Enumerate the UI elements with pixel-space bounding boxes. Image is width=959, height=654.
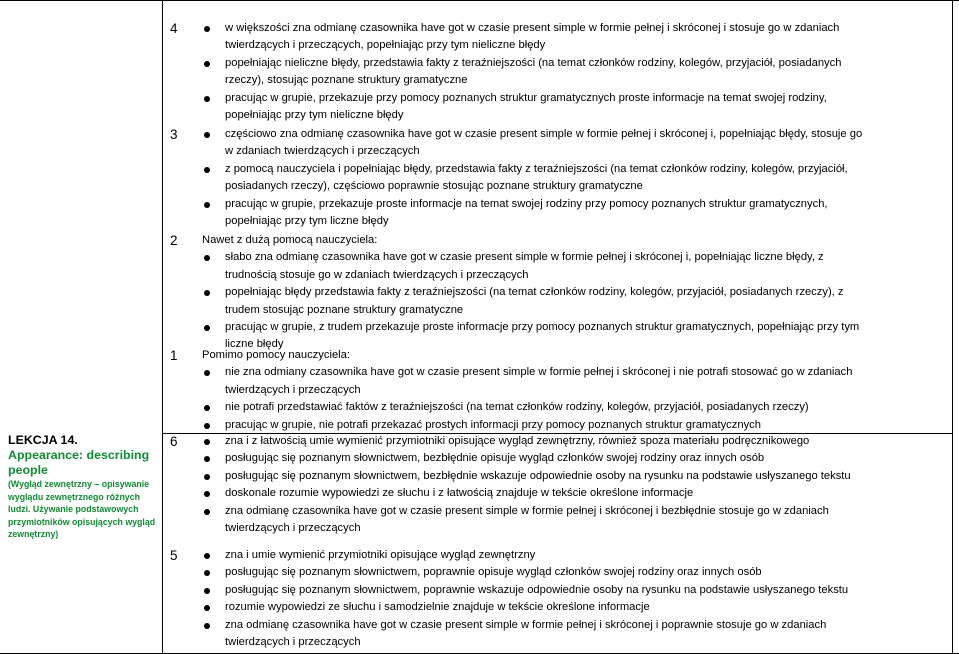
criteria-item bbox=[202, 564, 948, 581]
lesson-heading bbox=[8, 433, 160, 541]
bullet-icon bbox=[204, 405, 210, 411]
criteria-text-line: twierdzących i przeczących bbox=[225, 522, 361, 535]
criteria-text-line: twierdzących i przeczących bbox=[225, 383, 361, 396]
criteria-text-line: rzeczy), stosując poznane struktury gramatyczne bbox=[225, 74, 468, 87]
criteria-text-line: twierdzących i przeczących, popełniając przy tym nieliczne błędy bbox=[225, 39, 546, 52]
criteria-text-line: pracując w grupie, przekazuje przy pomocy poznanych struktur gramatycznych proste informacje na temat swojej rodziny, bbox=[225, 91, 827, 104]
bullet-icon bbox=[204, 456, 210, 462]
bullet-icon bbox=[204, 255, 210, 261]
criteria-text-line: zna odmianę czasownika have got w czasie present simple w formie pełnej i skróconej i poprawnie stosuje go w zdaniach bbox=[225, 618, 827, 631]
criteria-text-line: pracując w grupie, z trudem przekazuje proste informacje przy pomocy poznanych struktur gramatycznych, popełniając przy tym bbox=[225, 321, 860, 334]
criteria-text-line: posiadanych rzeczy), częściowo poprawnie stosując poznane struktury gramatyczne bbox=[225, 180, 643, 193]
criteria-item bbox=[202, 468, 948, 485]
criteria-text-line: trudem stosując poznane struktury gramatyczne bbox=[225, 303, 464, 316]
criteria-text-line: posługując się poznanym słownictwem, poprawnie opisuje wygląd członków swojej rodziny oraz innych osób bbox=[225, 566, 762, 579]
criteria-item bbox=[202, 284, 948, 319]
criteria-text-line: nie potrafi przedstawiać faktów z teraźniejszości (na temat członków rodziny, kolegów, przyjaciół, posiadanych rzeczy) bbox=[225, 401, 809, 414]
criteria-item bbox=[202, 485, 948, 502]
criteria-item bbox=[202, 503, 948, 538]
grade-number: 6 bbox=[170, 434, 178, 449]
bullet-icon bbox=[204, 370, 210, 376]
bullet-icon bbox=[204, 96, 210, 102]
criteria-text-line: w większości zna odmianę czasownika have got w czasie present simple w formie pełnej i skróconej i stosuje go w zdaniach bbox=[225, 22, 840, 34]
column-divider bbox=[162, 0, 163, 654]
bullet-icon bbox=[204, 605, 210, 611]
criteria-item bbox=[202, 433, 948, 450]
lesson-subtitle-line-2: wyglądu zewnętrznego różnych bbox=[8, 491, 140, 502]
lesson-subtitle-line-3: ludzi. Używanie podstawowych bbox=[8, 504, 139, 514]
bullet-icon bbox=[204, 588, 210, 594]
bullet-icon bbox=[204, 474, 210, 480]
criteria-text-line: doskonale rozumie wypowiedzi ze słuchu i z łatwością znajduje w tekście określone informacje bbox=[225, 487, 694, 500]
bullet-icon bbox=[204, 167, 210, 173]
criteria-item bbox=[202, 399, 948, 416]
criteria-item bbox=[202, 161, 948, 196]
grade-intro: Pomimo pomocy nauczyciela: bbox=[202, 349, 350, 361]
criteria-item bbox=[202, 90, 948, 125]
criteria-text-line: w zdaniach twierdzących i przeczących bbox=[225, 145, 420, 158]
criteria-text-line: liczne błędy bbox=[225, 338, 284, 351]
bullet-icon bbox=[204, 570, 210, 576]
criteria-text-line: popełniając nieliczne błędy, przedstawia fakty z teraźniejszości (na temat członków rodziny, kolegów, przyjaciół, posiadanych bbox=[225, 56, 842, 69]
criteria-text-line: posługując się poznanym słownictwem, poprawnie wskazuje odpowiednie osoby na rysunku na podstawie usłyszanego tekstu bbox=[225, 583, 849, 596]
bullet-icon bbox=[204, 202, 210, 208]
grade-number: 1 bbox=[170, 348, 178, 363]
bullet-icon bbox=[204, 290, 210, 296]
lesson-topic-line-1: Appearance: describing bbox=[8, 448, 150, 462]
bullet-icon bbox=[204, 61, 210, 67]
criteria-item bbox=[202, 582, 948, 599]
grade-number: 3 bbox=[170, 127, 178, 142]
criteria-list bbox=[202, 126, 948, 230]
criteria-text-line: z pomocą nauczyciela i popełniając błędy, przedstawia fakty z teraźniejszości (na temat członków rodziny, kolegów, przyjaciół, bbox=[225, 162, 848, 175]
lesson-topic-line-2: people bbox=[8, 463, 48, 477]
table-right-border bbox=[952, 0, 953, 654]
criteria-item bbox=[202, 364, 948, 399]
criteria-list bbox=[202, 547, 948, 651]
criteria-item bbox=[202, 617, 948, 652]
criteria-text-line: twierdzących i przeczących bbox=[225, 636, 361, 649]
criteria-text-line: rozumie wypowiedzi ze słuchu i samodzielnie znajduje w tekście określone informacje bbox=[225, 601, 650, 614]
criteria-list bbox=[202, 20, 948, 124]
lesson-subtitle-line-4: przymiotników opisujących wygląd bbox=[8, 516, 156, 527]
bullet-icon bbox=[204, 553, 210, 559]
criteria-text-line: trudnością stosuje go w zdaniach twierdzących i przeczących bbox=[225, 268, 529, 281]
criteria-item bbox=[202, 196, 948, 231]
criteria-text-line: zna i z łatwością umie wymienić przymiotniki opisujące wygląd zewnętrzny, również spoza materiału podręcznikowego bbox=[225, 435, 810, 447]
bullet-icon bbox=[204, 509, 210, 515]
criteria-list bbox=[202, 249, 948, 353]
criteria-text-line: popełniając przy tym nieliczne błędy bbox=[225, 109, 404, 122]
grade-number: 4 bbox=[170, 21, 178, 36]
criteria-item bbox=[202, 55, 948, 90]
criteria-text-line: posługując się poznanym słownictwem, bezbłędnie opisuje wygląd członków swojej rodziny oraz innych osób bbox=[225, 452, 765, 465]
criteria-text-line: popełniając przy tym liczne błędy bbox=[225, 215, 389, 228]
criteria-text-line: nie zna odmiany czasownika have got w czasie present simple w formie pełnej i skróconej i nie potrafi stosować go w zdaniach bbox=[225, 366, 853, 379]
bullet-icon bbox=[204, 132, 210, 138]
criteria-list bbox=[202, 433, 948, 537]
bullet-icon bbox=[204, 623, 210, 629]
criteria-item bbox=[202, 547, 948, 564]
bullet-icon bbox=[204, 491, 210, 497]
criteria-text-line: zna i umie wymienić przymiotniki opisujące wygląd zewnętrzny bbox=[225, 549, 536, 561]
criteria-item bbox=[202, 126, 948, 161]
criteria-text-line: posługując się poznanym słownictwem, bezbłędnie wskazuje odpowiednie osoby na rysunku na podstawie usłyszanego tekstu bbox=[225, 469, 851, 482]
lesson-subtitle-line-1: (Wygląd zewnętrzny – opisywanie bbox=[8, 479, 150, 489]
lesson-number: LEKCJA 14. bbox=[8, 433, 78, 447]
bullet-icon bbox=[204, 423, 210, 429]
criteria-text-line: słabo zna odmianę czasownika have got w czasie present simple w formie pełnej i skróconej i, popełniając liczne błędy, z bbox=[225, 251, 824, 264]
criteria-item bbox=[202, 599, 948, 616]
lesson-subtitle-line-5: zewnętrzny) bbox=[8, 529, 59, 539]
criteria-item bbox=[202, 417, 948, 434]
criteria-text-line: częściowo zna odmianę czasownika have got w czasie present simple w formie pełnej i skróconej i, popełniając błędy, stosuje go bbox=[225, 128, 863, 140]
criteria-text-line: zna odmianę czasownika have got w czasie present simple w formie pełnej i skróconej i bezbłędnie stosuje go w zdaniach bbox=[225, 504, 829, 517]
grade-number: 2 bbox=[170, 233, 178, 248]
grade-intro: Nawet z dużą pomocą nauczyciela: bbox=[202, 234, 378, 246]
grade-number: 5 bbox=[170, 548, 178, 563]
bullet-icon bbox=[204, 26, 210, 32]
table-top-border bbox=[0, 0, 959, 1]
criteria-text-line: pracując w grupie, nie potrafi przekazać prostych informacji przy pomocy poznanych struktur gramatycznych bbox=[225, 418, 761, 431]
criteria-list bbox=[202, 364, 948, 434]
criteria-item bbox=[202, 249, 948, 284]
bullet-icon bbox=[204, 325, 210, 331]
criteria-item bbox=[202, 450, 948, 467]
criteria-item bbox=[202, 20, 948, 55]
criteria-text-line: popełniając błędy przedstawia fakty z teraźniejszości (na temat członków rodziny, kolegów, przyjaciół, posiadanych rzeczy), z bbox=[225, 286, 844, 299]
criteria-text-line: pracując w grupie, przekazuje proste informacje na temat swojej rodziny przy pomocy poznanych struktur gramatycznych, bbox=[225, 197, 828, 210]
bullet-icon bbox=[204, 439, 210, 445]
